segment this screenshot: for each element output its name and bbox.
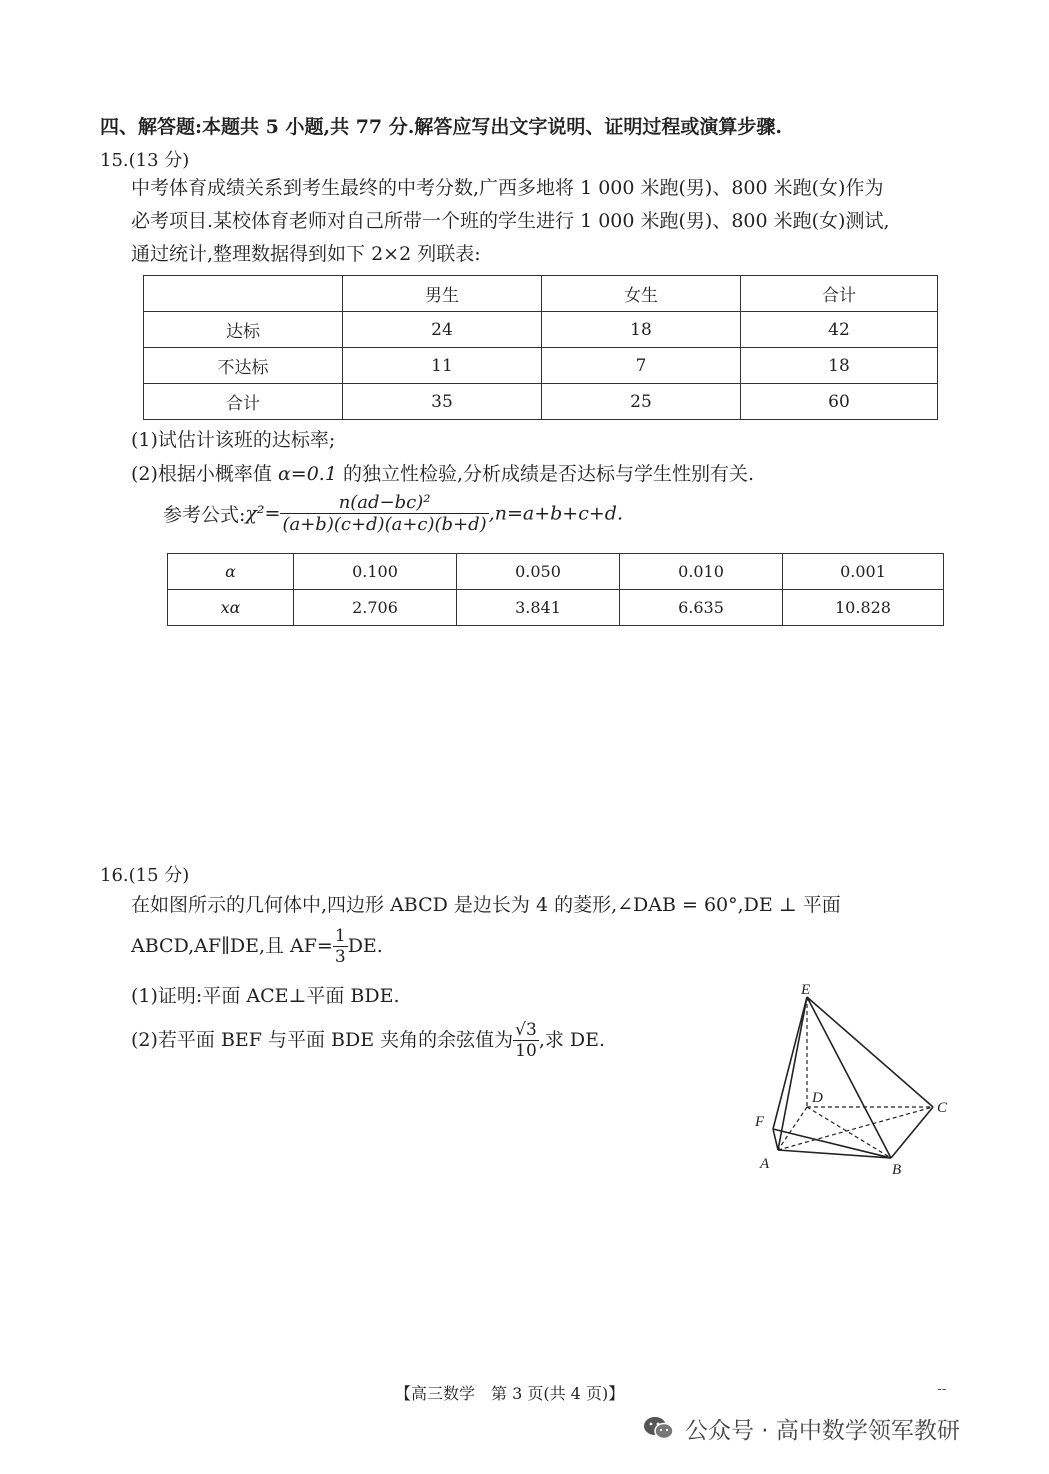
label-D: D (812, 1090, 823, 1106)
table-cell: 不达标 (144, 348, 343, 384)
q15-intro-line-2: 必考项目.某校体育老师对自己所带一个班的学生进行 1 000 米跑(男)、800 米跑(女)测试, (131, 210, 890, 232)
table-cell: 35 (343, 384, 542, 420)
table-row (144, 312, 938, 348)
q16-line-1: 在如图所示的几何体中,四边形 ABCD 是边长为 4 的菱形,∠DAB = 60°,DE ⊥ 平面 (131, 894, 841, 916)
q16-line-2 (131, 926, 383, 967)
table-cell: α (168, 554, 294, 590)
contingency-table (143, 275, 938, 420)
watermark-text: 公众号 · 高中数学领军教研 (685, 1417, 960, 1444)
table-cell: 0.010 (620, 554, 783, 590)
table-cell: 合计 (144, 384, 343, 420)
edge-FA (773, 1129, 778, 1150)
formula-denominator: (a+b)(c+d)(a+c)(b+d) (282, 514, 487, 535)
q15-part1: (1)试估计该班的达标率; (131, 429, 336, 451)
geometry-figure (745, 978, 975, 1178)
label-E: E (801, 982, 811, 998)
table-cell: 0.100 (294, 554, 457, 590)
table-cell: 2.706 (294, 590, 457, 626)
edge-EA (778, 997, 807, 1150)
formula-numerator: n(ad−bc)² (338, 492, 431, 513)
edge-EC (807, 997, 933, 1107)
chi-square-fraction (280, 492, 488, 535)
q15-number: 15.(13 分) (100, 150, 190, 171)
table-cell: 18 (542, 312, 741, 348)
table-cell: 18 (741, 348, 938, 384)
table-cell: xα (168, 590, 294, 626)
table-cell: 42 (741, 312, 938, 348)
q16-line-2-prefix: ABCD,AF∥DE,且 AF= (131, 935, 333, 957)
watermark (643, 1410, 960, 1446)
table-cell: 25 (542, 384, 741, 420)
table-row (168, 590, 944, 626)
label-A: A (760, 1156, 770, 1172)
fraction-numerator: 1 (334, 926, 346, 946)
table-header-cell: 合计 (741, 276, 938, 312)
q15-intro-line-3: 通过统计,整理数据得到如下 2×2 列联表: (131, 243, 481, 265)
table-cell: 0.001 (783, 554, 944, 590)
fraction-denominator: 3 (334, 947, 346, 967)
table-row (168, 554, 944, 590)
formula-tail: ,n=a+b+c+d. (488, 502, 623, 525)
table-cell: 达标 (144, 312, 343, 348)
label-F: F (755, 1114, 765, 1130)
sqrt3-over-10-fraction (513, 1020, 539, 1061)
table-row (144, 384, 938, 420)
q16-part2-suffix: ,求 DE. (538, 1029, 606, 1051)
reference-formula (163, 492, 623, 535)
label-C: C (937, 1100, 948, 1116)
wechat-icon (643, 1414, 675, 1442)
q15-part2 (131, 458, 754, 491)
fraction-numerator: √3 (515, 1020, 537, 1040)
q16-part1: (1)证明:平面 ACE⊥平面 BDE. (131, 985, 400, 1007)
table-cell: 6.635 (620, 590, 783, 626)
table-cell: 11 (343, 348, 542, 384)
critical-value-table (167, 553, 944, 626)
fraction-denominator: 10 (513, 1040, 539, 1061)
edge-AC (778, 1107, 933, 1150)
q16-number: 16.(15 分) (100, 865, 190, 886)
q15-part2-prefix: (2)根据小概率值 (131, 463, 272, 485)
formula-lhs: χ²= (245, 502, 281, 525)
table-cell: 7 (542, 348, 741, 384)
page-footer: 【高三数学 第 3 页(共 4 页)】 (395, 1384, 625, 1403)
table-header-cell (144, 276, 343, 312)
table-row (144, 348, 938, 384)
q15-part2-suffix: 的独立性检验,分析成绩是否达标与学生性别有关. (342, 463, 755, 485)
one-third-fraction (333, 926, 348, 967)
footer-dash: -- (937, 1381, 947, 1397)
formula-label: 参考公式: (163, 504, 246, 526)
table-cell: 10.828 (783, 590, 944, 626)
table-cell: 0.050 (457, 554, 620, 590)
edge-BC (891, 1107, 933, 1158)
table-header-row (144, 276, 938, 312)
table-header-cell: 男生 (343, 276, 542, 312)
q16-part2 (131, 1020, 605, 1061)
table-cell: 60 (741, 384, 938, 420)
table-header-cell: 女生 (542, 276, 741, 312)
q16-line-2-suffix: DE. (347, 935, 383, 957)
label-B: B (892, 1162, 902, 1178)
edge-EB (807, 997, 891, 1158)
q15-part2-alpha: α=0.1 (277, 463, 337, 485)
section-heading: 四、解答题:本题共 5 小题,共 77 分.解答应写出文字说明、证明过程或演算步骤. (100, 116, 782, 138)
table-cell: 24 (343, 312, 542, 348)
q15-intro-line-1: 中考体育成绩关系到考生最终的中考分数,广西多地将 1 000 米跑(男)、800 米跑(女)作为 (131, 177, 884, 199)
table-cell: 3.841 (457, 590, 620, 626)
edge-EF (773, 997, 807, 1129)
q16-part2-prefix: (2)若平面 BEF 与平面 BDE 夹角的余弦值为 (131, 1029, 514, 1051)
